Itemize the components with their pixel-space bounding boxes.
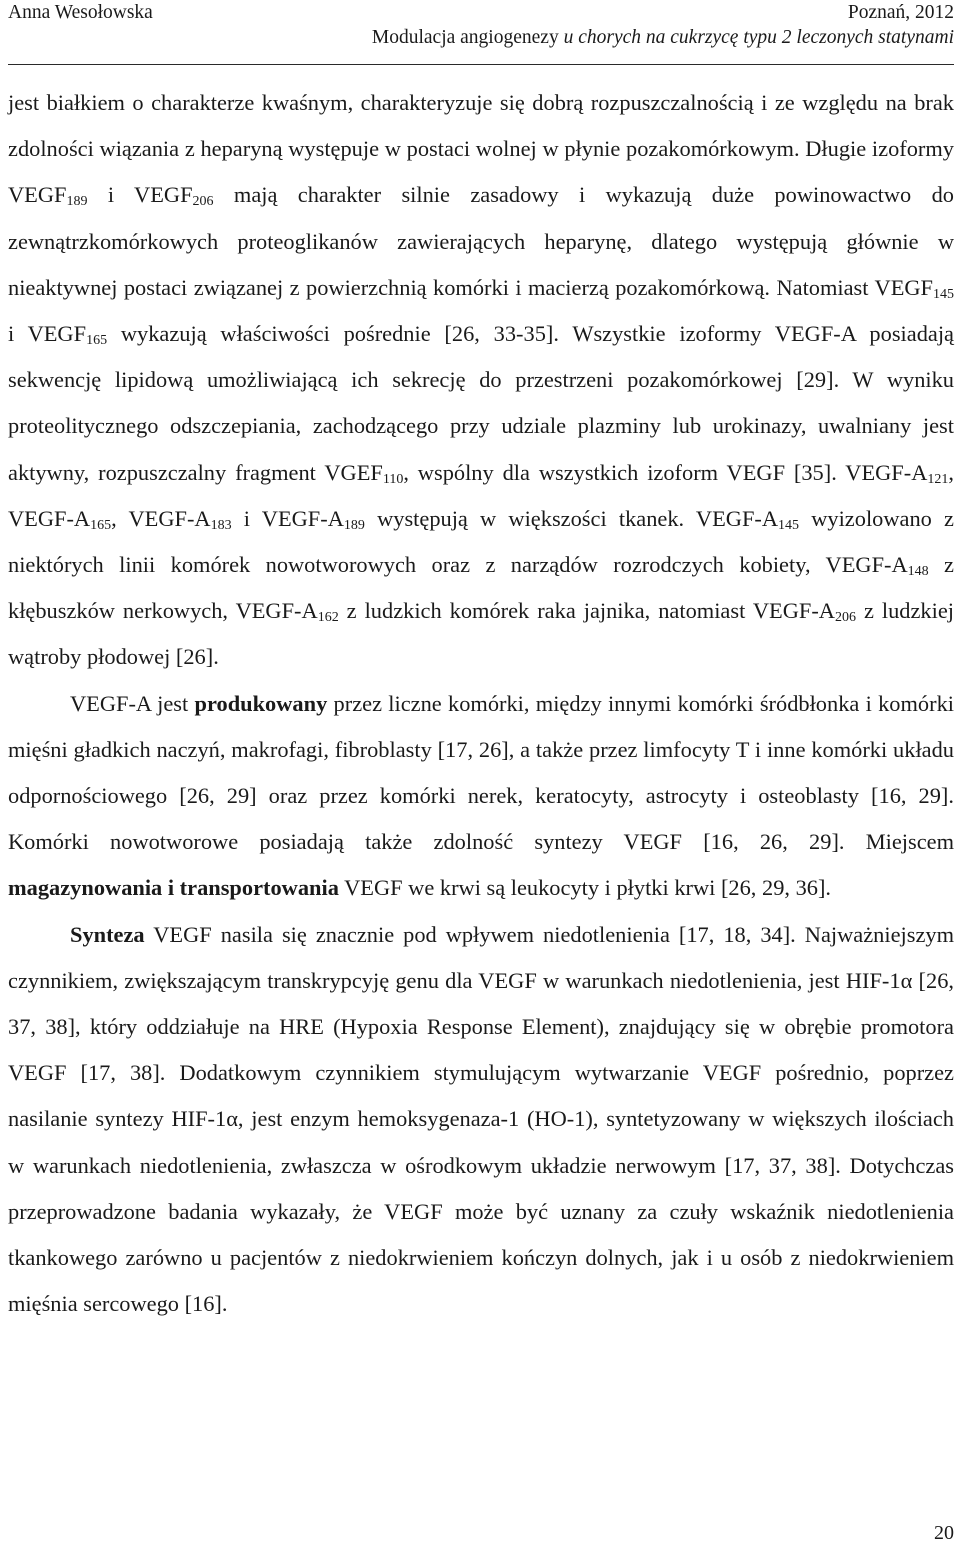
text-run: z kłębuszków nerkowych, VEGF-A	[8, 552, 954, 624]
text-run: wykazują właściwości pośrednie [26, 33-35]. Wszystkie izoformy VEGF-A posiadają sekwencję lipidową umożliwiającą ich sekrecję do przestrzeni pozakomórkowej [29]. W wyniku proteolitycznego odszczepiania, zachodzącego przy udziale plazminy lub urokinazy, uwalniany jest aktywny, rozpuszczalny fragment VGEF	[8, 321, 954, 485]
bold-term: Synteza	[70, 921, 145, 947]
subscript: 183	[210, 517, 232, 533]
text-run: VEGF we krwi są leukocyty i płytki krwi [26, 29, 36].	[338, 875, 832, 901]
subscript: 145	[778, 517, 800, 533]
header-subtitle-plain: Modulacja angiogenezy	[371, 27, 564, 48]
subscript: 162	[317, 610, 339, 626]
subscript: 165	[90, 517, 112, 533]
subscript: 121	[927, 471, 949, 487]
text-run: , VEGF-A	[111, 505, 211, 531]
text-run: przez liczne komórki, między innymi komórki śródbłonka i komórki mięśni gładkich naczyń, makrofagi, fibroblasty [17, 26], a także przez limfocyty T i inne komórki układu odpornościowego [26, 29] oraz przez komórki nerek, keratocyty, astrocyty i osteoblasty [16, 29]. Komórki nowotworowe posiadają także zdolność syntezy VEGF [16, 26, 29]. Miejscem	[8, 690, 954, 855]
body-text	[8, 80, 954, 1327]
subscript: 206	[192, 194, 214, 210]
header-city-year: Poznań, 2012	[847, 2, 954, 23]
header-subtitle-italic: u chorych na cukrzycę typu 2 leczonych statynami	[563, 27, 954, 48]
text-run: i VEGF-A	[231, 505, 344, 531]
text-run: z ludzkiej wątroby płodowej [26].	[8, 598, 954, 670]
text-run: i VEGF	[87, 182, 193, 208]
text-run: mają charakter silnie zasadowy i wykazują duże powinowactwo do zewnątrzkomórkowych proteoglikanów zawierających heparynę, dlatego występują głównie w nieaktywnej postaci związanej z powierzchnią komórki i macierzą pozakomórkową. Natomiast VEGF	[8, 182, 954, 300]
text-run: VEGF nasila się znacznie pod wpływem niedotlenienia [17, 18, 34]. Najważniejszym czynnikiem, zwiększającym transkrypcyję genu dla VEGF w warunkach niedotlenienia, jest HIF-1α [26, 37, 38], który oddziałuje na HRE (Hypoxia Response Element), znajdujący się w obrębie promotora VEGF [17, 38]. Dodatkowym czynnikiem stymulującym wytwarzanie VEGF pośrednio, poprzez nasilanie syntezy HIF-1α, jest enzym hemoksygenaza-1 (HO-1), syntetyzowany w większych ilościach w warunkach niedotlenienia, zwłaszcza w ośrodkowym układzie nerwowym [17, 37, 38]. Dotychczas przeprowadzone badania wykazały, że VEGF może być uznany za czuły wskaźnik niedotlenienia tkankowego zarówno u pacjentów z niedokrwieniem kończyn dolnych, jak i u osób z niedokrwieniem mięśnia sercowego [16].	[8, 921, 954, 1317]
text-run: VEGF-A jest	[70, 690, 195, 716]
subscript: 206	[834, 610, 856, 626]
header-subtitle	[372, 27, 954, 49]
paragraph-3	[8, 912, 954, 1328]
text-run: , wspólny dla wszystkich izoform VEGF [35]. VEGF-A	[403, 459, 928, 485]
text-run: , VEGF-A	[8, 459, 954, 531]
subscript: 189	[343, 517, 365, 533]
running-header	[8, 0, 954, 65]
text-run: jest białkiem o charakterze kwaśnym, charakteryzuje się dobrą rozpuszczalnością i ze względu na brak zdolności wiązania z heparyną występuje w postaci wolnej w płynie pozakomórkowym. Długie izoformy VEGF	[8, 90, 954, 208]
subscript: 145	[933, 286, 954, 302]
bold-term: magazynowania i transportowania	[8, 875, 339, 901]
subscript: 189	[66, 194, 88, 210]
paragraph-2	[8, 681, 954, 912]
text-run: z ludzkich komórek raka jajnika, natomiast VEGF-A	[338, 598, 835, 624]
subscript: 165	[86, 333, 108, 349]
text-run: i VEGF	[8, 321, 87, 347]
bold-term: produkowany	[194, 690, 328, 716]
text-run: wyizolowano z niektórych linii komórek nowotworowych oraz z narządów rozrodczych kobiety, VEGF-A	[8, 505, 954, 578]
text-run: występują w większości tkanek. VEGF-A	[364, 505, 779, 531]
page-number: 20	[934, 1522, 954, 1544]
subscript: 148	[907, 564, 929, 580]
subscript: 110	[382, 471, 404, 487]
header-author: Anna Wesołowska	[8, 2, 153, 23]
paragraph-1	[8, 80, 954, 681]
